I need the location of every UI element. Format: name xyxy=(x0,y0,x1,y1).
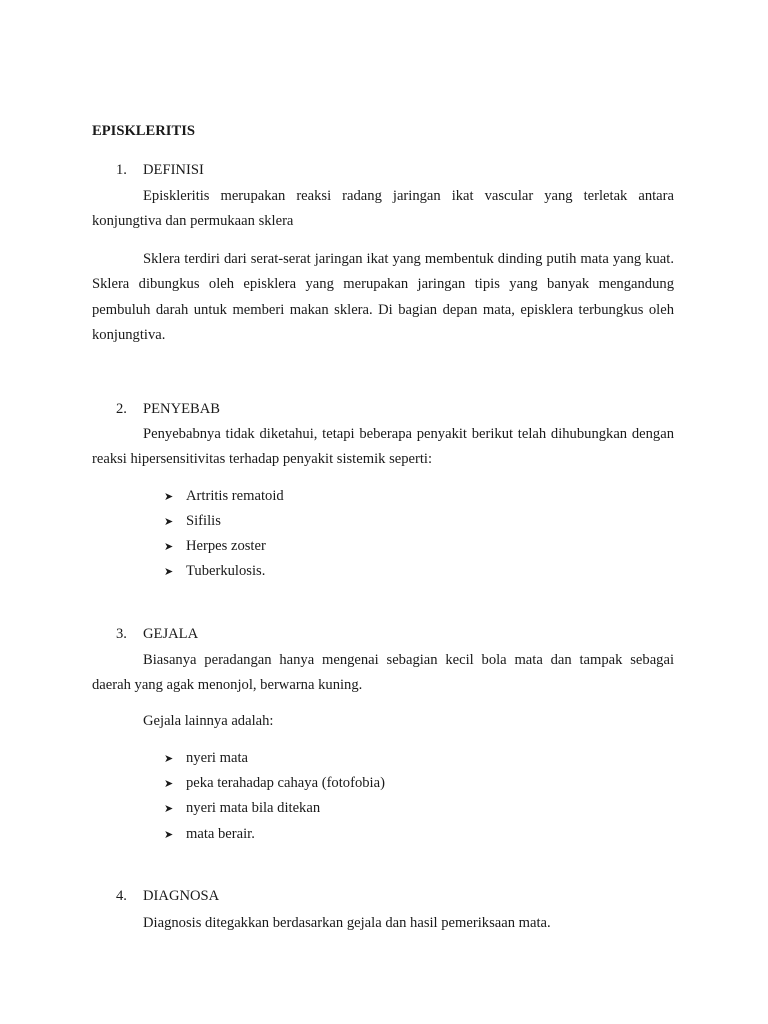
section-heading: DEFINISI xyxy=(143,162,204,178)
document-title: EPISKLERITIS xyxy=(92,123,196,139)
arrowhead-bullet-icon: ➤ xyxy=(164,753,174,765)
arrowhead-bullet-icon: ➤ xyxy=(164,516,174,528)
section-number: 1. xyxy=(116,162,127,178)
arrowhead-bullet-icon: ➤ xyxy=(164,541,174,553)
paragraph: Biasanya peradangan hanya mengenai sebagian kecil bola mata dan tampak sebagai daerah yang agak menonjol, berwarna kuning. xyxy=(92,652,674,693)
section-heading: GEJALA xyxy=(143,626,199,642)
list-item: ➤ peka terahadap cahaya (fotofobia) xyxy=(164,775,385,791)
arrowhead-bullet-icon: ➤ xyxy=(164,803,174,815)
list-item: ➤ nyeri mata xyxy=(164,750,248,766)
arrowhead-bullet-icon: ➤ xyxy=(164,491,174,503)
list-item: ➤ Artritis rematoid xyxy=(164,488,284,504)
arrowhead-bullet-icon: ➤ xyxy=(164,566,174,578)
list-item: ➤ Sifilis xyxy=(164,513,221,529)
paragraph: Diagnosis ditegakkan berdasarkan gejala dan hasil pemeriksaan mata. xyxy=(143,915,551,931)
paragraph: Gejala lainnya adalah: xyxy=(143,713,274,729)
paragraph: Episkleritis merupakan reaksi radang jaringan ikat vascular yang terletak antara konjungtiva dan permukaan sklera xyxy=(92,188,674,229)
list-item: ➤ Tuberkulosis. xyxy=(164,563,266,579)
arrowhead-bullet-icon: ➤ xyxy=(164,829,174,841)
section-heading: DIAGNOSA xyxy=(143,888,220,904)
paragraph: Sklera terdiri dari serat-serat jaringan ikat yang membentuk dinding putih mata yang kuat. Sklera dibungkus oleh episklera yang merupakan jaringan tipis yang banyak mengandung pembuluh darah untuk memberi makan sklera. Di bagian depan mata, episklera terbungkus oleh konjungtiva. xyxy=(92,251,674,343)
section-number: 3. xyxy=(116,626,127,642)
list-item: ➤ Herpes zoster xyxy=(164,538,266,554)
paragraph: Penyebabnya tidak diketahui, tetapi beberapa penyakit berikut telah dihubungkan dengan reaksi hipersensitivitas terhadap penyakit sistemik seperti: xyxy=(92,426,674,467)
section-heading: PENYEBAB xyxy=(143,401,221,417)
arrowhead-bullet-icon: ➤ xyxy=(164,778,174,790)
list-item: ➤ mata berair. xyxy=(164,826,255,842)
section-number: 4. xyxy=(116,888,127,904)
list-item: ➤ nyeri mata bila ditekan xyxy=(164,800,321,816)
section-number: 2. xyxy=(116,401,127,417)
